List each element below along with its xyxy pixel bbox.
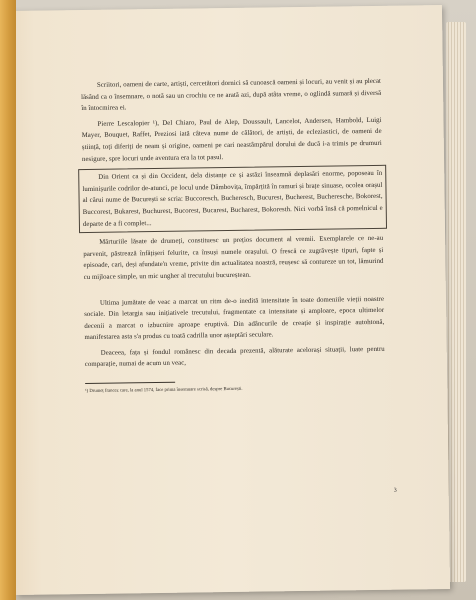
boxed-paragraph: Din Orient ca și din Occident, dela distanțe ce și astăzi înseamnă deplasări enorme, poposeau în luminișurile codrilor de-atunci, pe locul unde Dâmbovița, împărțită în ramuri și brațe sinuase, ocolea orașul al cărui nume de București se scria: Buccoresch, Bucheresch, Bucurest, Bucherest, Bucheresche, Bokorest, Buccorest, Bukarest, Buchurest, Bucorest, Bucarest, Bucharest, Bokoresth. Nici vorbă însă că pomelnicul e departe de a fi complet...	[82, 170, 383, 228]
paragraph-3: Mărturiile lăsate de drumeți, constituesc un prețios document al vremii. Exemplarele ce ne-au parvenit, păstrează înfățișeri felurite, ca însuși numele orașului. O frescă ce zugrăvește tipuri, fapte și episoade, cari, deși afundate'n vreme, privite din actualitatea noastră, reușesc să contureze un tot, lămurind cu mijloace simple, un mic ungher al trecutului bucureștean.	[83, 234, 384, 281]
paragraph-1: Scriitori, oameni de carte, artiști, cercetători dornici să cunoască oameni și locuri, au venit și au plecat lăsând ca o însemnare, o notă sau un crochiu ce ne arată azi, după atâta vreme, o oglindă sumară și diversă în întocmirea ei.	[81, 77, 382, 113]
paragraph-4: Ultima jumătate de veac a marcat un ritm de-o inedită intensitate în toate domeniile vieții noastre sociale. Din letargia sau inițiativele trecutului, fragmentate ca intensitate și amploare, epoca ultimelor decenii a marcat o izbucnire aproape eruptivă. Din adâncurile de creație și inspirație autohtonă, manifestarea asta s'a produs cu toată cadrilla unor așteptări seculare.	[84, 295, 385, 342]
boxed-paragraph-frame	[78, 165, 387, 233]
paragraph-5: Deaceea, fața și fondul românesc din decada prezentă, alăturate acelorași situații, luate pentru comparație, numai de acum un veac,	[84, 345, 385, 369]
page-text-block	[81, 76, 385, 401]
footnote-rule	[85, 382, 175, 384]
book-page	[8, 5, 450, 595]
page-stack-edge	[446, 22, 466, 582]
footnote: ¹) Drumeț francez care, la anul 1574, face prima însemnare scrisă, despre București.	[85, 387, 243, 395]
paragraph-2: Pierre Lescalopier ¹), Del Chiaro, Paul de Alep, Doussault, Lancelot, Andersen, Hambold, Luigi Mayer, Bouquet, Raffet, Preziosi iată câteva nume de călători, de artiști, de ecleziastici, de oameni de știință, toți diferiți de neam și origine, oameni pe cari neastâmpărul dorului de ducă i-a trimis pe drumuri nesigure, spre locuri unde aventura era la tot pasul.	[81, 116, 382, 163]
book-binding-edge	[0, 0, 16, 600]
page-number: 3	[393, 487, 397, 494]
